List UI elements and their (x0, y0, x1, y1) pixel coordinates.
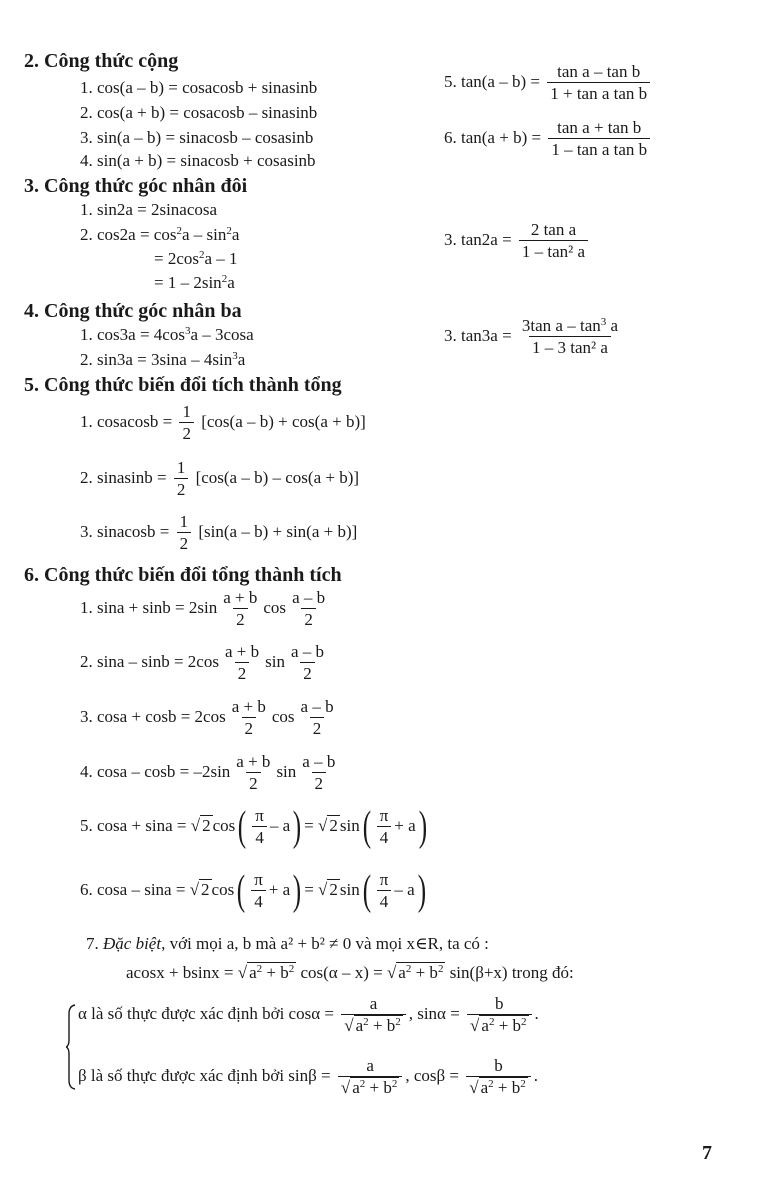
formula-6-3 (80, 697, 340, 739)
denominator: 2 (179, 422, 194, 444)
fraction (338, 1056, 402, 1098)
formula-5-1-lhs: 1. cosacosb = (80, 411, 173, 431)
numerator: a – b (300, 697, 334, 716)
formula-2-5-lhs: 5. tan(a – b) = (444, 71, 540, 91)
trig-function: cos (263, 597, 287, 617)
formula-6-6: 6. cosa – sina = √ 2 cos( $\frac{\pi}{4}$ + a) = √ 2 sin( $\frac{\pi}{4}$ – a) (80, 868, 426, 914)
beta-definition (78, 1056, 538, 1098)
left-brace (66, 1004, 76, 1090)
fraction (548, 118, 650, 160)
denominator: 1 – 3 tan² a (529, 336, 611, 358)
sqrt-expression: √ 2 (189, 879, 210, 899)
denominator: 4 (377, 890, 392, 912)
numerator: π (379, 806, 389, 826)
item-number: 7. (86, 934, 99, 953)
equals-sign: = (304, 879, 314, 899)
fraction (252, 806, 267, 848)
radicand: 2 (329, 815, 338, 835)
numerator: 1 (179, 512, 189, 531)
numerator: π (255, 806, 264, 826)
formula-2-4: 4. sin(a + b) = sinacosb + cosasinb (80, 151, 316, 170)
fraction (547, 62, 650, 104)
denominator: 1 – tan² a (519, 240, 588, 262)
formula-4-1: 1. $\cos 3a = 4\cos^3a - 3\cos a$ (80, 325, 254, 344)
denominator: 2 (300, 662, 315, 684)
radicand: $a^2 + b^2$ (398, 963, 444, 982)
denominator: 2 (174, 478, 189, 500)
fraction (519, 316, 621, 358)
formula-6-4 (80, 752, 341, 794)
denominator: √ $a^2 + b^2$ (466, 1076, 530, 1098)
formula-5-2-lhs: 2. sinasinb = (80, 467, 167, 487)
page-number: 7 (702, 1142, 712, 1164)
formula-4-2: 2. $\sin 3a = 3\sin a - 4\sin^3a$ (80, 350, 246, 369)
trig-function: sin (339, 879, 360, 899)
formula-5-3-lhs: 3. sinacosb = (80, 521, 170, 541)
formula-6-7-intro (86, 934, 489, 954)
trig-function: sin (276, 761, 297, 781)
fraction (233, 752, 273, 794)
formula-5-2 (80, 458, 359, 500)
sqrt-expression: √ 2 (190, 815, 211, 835)
formula-5-2-rhs: [cos(a – b) – cos(a + b)] (195, 467, 360, 487)
denominator: 4 (251, 890, 266, 912)
formula-6-1-lhs: 1. sina + sinb = 2sin (80, 597, 218, 617)
section-6-title: 6. Công thức biến đổi tổng thành tích (24, 564, 342, 586)
radicand: 2 (329, 879, 338, 899)
numerator: 2 tan a (530, 220, 577, 239)
formula-2-5 (444, 62, 653, 104)
formula-part: cos(α – x) = (300, 963, 383, 982)
formula-6-2 (80, 642, 330, 684)
section-2-title: 2. Công thức cộng (24, 50, 179, 72)
denominator: 1 + tan a tan b (547, 82, 650, 104)
denominator: √ $a^2 + b^2$ (341, 1014, 405, 1036)
numerator: b (495, 994, 504, 1013)
denominator: 2 (246, 772, 261, 794)
denominator: √ $a^2 + b^2$ (467, 1014, 531, 1036)
section-4-title: 4. Công thức góc nhân ba (24, 300, 242, 322)
denominator: 2 (310, 717, 325, 739)
denominator: 4 (377, 826, 392, 848)
period: . (534, 1003, 539, 1023)
formula-lhs: acosx + bsinx = (126, 963, 234, 982)
numerator: a + b (236, 752, 271, 771)
denominator: √ $a^2 + b^2$ (338, 1076, 402, 1098)
formula-3-3 (444, 220, 591, 262)
numerator: a – b (290, 642, 325, 661)
formula-6-5: 5. cosa + sina = √ 2 cos( $\frac{\pi}{4}$ – a) = √ 2 sin( $\frac{\pi}{4}$ + a) (80, 804, 427, 850)
formula-5-3 (80, 512, 357, 554)
denominator: 2 (233, 608, 248, 630)
formula-part: sin(β+x) trong đó: (449, 963, 574, 982)
section-3-title: 3. Công thức góc nhân đôi (24, 175, 248, 197)
trig-function: sin (339, 815, 360, 835)
denominator: 2 (177, 532, 192, 554)
emphasis: Đặc biệt (103, 934, 162, 953)
sqrt-expression: √ 2 (318, 879, 338, 899)
numerator: tan a – tan b (557, 62, 641, 81)
definition-text: , sinα = (408, 1003, 460, 1023)
fraction (466, 1056, 530, 1098)
numerator: a + b (224, 642, 260, 661)
formula-3-1: 1. sin2a = 2sinacosa (80, 200, 218, 219)
formula-2-6 (444, 118, 653, 160)
formula-3-2-c: = $1 - 2\sin^2a$ (154, 273, 235, 292)
fraction (220, 588, 260, 630)
formula-3-2: 2. $\cos 2a = \cos^2a - \sin^2a$ (80, 225, 240, 244)
formula-3-3-lhs: 3. tan2a = (444, 229, 512, 249)
formula-2-3: 3. sin(a – b) = sinacosb – cosasinb (80, 128, 314, 147)
fraction (229, 697, 269, 739)
term: + a (394, 815, 416, 835)
trig-function: sin (265, 651, 285, 671)
sqrt-expression: √ 2 (318, 815, 338, 835)
fraction (299, 752, 338, 794)
radicand: 2 (202, 815, 211, 835)
numerator: π (254, 870, 263, 890)
formula-6-7 (126, 963, 574, 983)
numerator: 1 (182, 402, 191, 421)
term: – a (394, 879, 415, 899)
denominator: 2 (242, 717, 257, 739)
numerator: a (366, 1056, 374, 1075)
formula-2-2: 2. cos(a + b) = cosacosb – sinasinb (80, 103, 318, 122)
fraction (177, 512, 192, 554)
formula-2-6-lhs: 6. tan(a + b) = (444, 127, 542, 147)
denominator: 4 (252, 826, 267, 848)
formula-5-3-rhs: [sin(a – b) + sin(a + b)] (198, 521, 358, 541)
formula-3-2-b: = $2\cos^2a - 1$ (154, 249, 238, 268)
term: + a (268, 879, 291, 899)
fraction (377, 806, 392, 848)
definition-text: α là số thực được xác định bởi cosα = (78, 1003, 334, 1023)
formula-6-3-lhs: 3. cosa + cosb = 2cos (80, 706, 226, 726)
fraction (519, 220, 588, 262)
fraction (467, 994, 531, 1036)
numerator: a + b (231, 697, 266, 716)
numerator: 1 (176, 458, 186, 477)
fraction (179, 402, 194, 444)
section-5-title: 5. Công thức biến đổi tích thành tổng (24, 374, 342, 396)
numerator: a + b (223, 588, 258, 607)
formula-4-3-lhs: 3. tan3a = (444, 325, 512, 345)
term: – a (269, 815, 291, 835)
denominator: 2 (301, 608, 316, 630)
equals-sign: = (304, 815, 314, 835)
denominator: 2 (235, 662, 250, 684)
sqrt-expression: √ $a^2 + b^2$ (237, 963, 295, 982)
denominator: 1 – tan a tan b (548, 138, 650, 160)
fraction (174, 458, 189, 500)
formula-6-1 (80, 588, 331, 630)
numerator: b (494, 1056, 503, 1075)
fraction (288, 642, 327, 684)
numerator: π (379, 870, 389, 890)
radicand: $a^2 + b^2$ (249, 963, 295, 982)
numerator: a (369, 994, 378, 1013)
trig-function: cos (212, 815, 236, 835)
formula-6-4-lhs: 4. cosa – cosb = –2sin (80, 761, 231, 781)
fraction (222, 642, 262, 684)
numerator: tan a + tan b (557, 118, 642, 137)
denominator: 2 (312, 772, 327, 794)
numerator: a – b (292, 588, 326, 607)
fraction (289, 588, 328, 630)
fraction (377, 870, 392, 912)
numerator: 3tan a – $\tan^3 a$ (521, 316, 619, 335)
period: . (533, 1065, 538, 1085)
formula-6-2-lhs: 2. sina – sinb = 2cos (80, 651, 219, 671)
formula-5-1 (80, 402, 366, 444)
fraction (251, 870, 266, 912)
trig-function: cos (271, 706, 295, 726)
sqrt-expression: √ $a^2 + b^2$ (386, 963, 444, 982)
formula-5-1-rhs: [cos(a – b) + cos(a + b)] (201, 411, 366, 431)
numerator: a – b (302, 752, 336, 771)
intro-text: , với mọi a, b mà a² + b² ≠ 0 và mọi x∈R, ta có : (161, 934, 489, 953)
formula-4-3 (444, 316, 624, 358)
formula-2-1: 1. cos(a – b) = cosacosb + sinasinb (80, 78, 318, 97)
fraction (341, 994, 405, 1036)
trig-function: cos (211, 879, 235, 899)
definition-text: , cosβ = (405, 1065, 460, 1085)
radicand: 2 (201, 879, 210, 899)
formula-6-5-lhs: 5. cosa + sina = (80, 815, 187, 835)
fraction (298, 697, 337, 739)
definition-text: β là số thực được xác định bởi sinβ = (78, 1065, 331, 1085)
alpha-definition (78, 994, 539, 1036)
formula-6-6-lhs: 6. cosa – sina = (80, 879, 186, 899)
